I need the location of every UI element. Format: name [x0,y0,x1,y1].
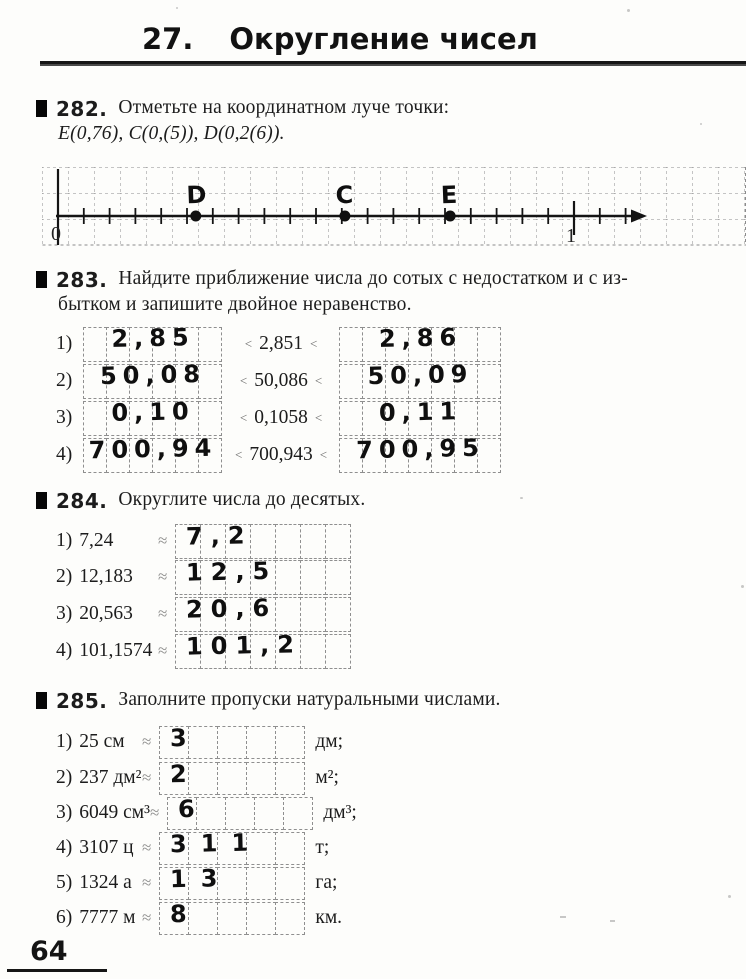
exercise-bullet-icon [36,492,47,509]
scan-speck [741,585,744,588]
origin-label: 0 [51,223,61,245]
ex285-row-1 [56,724,343,760]
less-than-sign: < [239,410,248,425]
approx-sign: ≈ [142,873,152,892]
unit-label: га; [315,872,338,893]
printed-value: 101,1574 [79,640,153,661]
handwritten-answer: 700,94 [88,433,218,464]
answer-boxes-lower [84,322,222,362]
exercise-282-header [36,97,449,121]
exercise-282-points: E(0,76), C(0,(5)), D(0,2(6)). [58,123,285,144]
printed-number [56,872,142,894]
row-label: 1) [56,333,73,354]
approx-sign: ≈ [158,641,168,660]
printed-value: 50,086 [254,370,308,391]
row-label: 3) [56,802,73,823]
handwritten-answer: 2,85 [111,322,195,353]
printed-value: 1324 а [79,872,132,893]
exercise-number: 285. [56,689,108,713]
printed-value: 20,563 [79,603,133,624]
ex283-row-3 [56,396,501,436]
printed-value: 237 дм² [79,767,142,788]
unit-label: дм; [315,731,344,752]
row-label: 5) [56,872,73,893]
page-title: Округление чисел [229,22,538,56]
scan-speck [610,920,615,922]
printed-value: 7,24 [79,530,114,551]
answer-boxes [176,593,351,632]
printed-number [56,837,142,859]
handwritten-answer: 8 [170,899,202,928]
exercise-number: 282. [56,97,108,121]
ex284-row-4 [56,629,351,669]
exercise-number: 284. [56,489,108,513]
double-inequality [222,444,340,466]
approx-sign: ≈ [158,567,168,586]
section-title-row [142,22,538,56]
answer-boxes [160,863,305,900]
answer-boxes [176,520,351,559]
row-label: 2) [56,566,73,587]
less-than-sign: < [239,373,248,388]
unit-label: км. [315,907,343,928]
less-than-sign: < [314,410,323,425]
ex284-row-2 [56,556,351,595]
approx-sign: ≈ [142,732,152,751]
row-label: 6) [56,907,73,928]
ex284-row-3 [56,593,351,632]
ex283-row-2 [56,359,501,399]
answer-boxes-upper [340,322,501,362]
scan-speck [176,7,178,9]
less-than-sign: < [234,447,243,462]
printed-value: 700,943 [249,444,313,465]
printed-number [56,907,142,929]
exercise-text: Отметьте на координатном луче точки: [118,97,450,118]
exercise-285-header [36,689,501,713]
handwritten-answer: 20,6 [186,593,278,624]
answer-boxes-lower [84,433,222,473]
less-than-sign: < [244,336,253,351]
printed-number [56,802,150,824]
exercise-283-text-line2: бытком и запишите двойное неравенство. [58,294,412,315]
printed-number [56,530,158,552]
ex285-row-4 [56,827,330,866]
printed-value: 2,851 [259,333,303,354]
scan-speck [520,497,523,499]
exercise-bullet-icon [36,692,47,709]
scan-speck [728,895,731,898]
handwritten-answer: 7,2 [186,520,254,551]
handwritten-answer: 2,86 [378,322,463,353]
approx-sign: ≈ [158,531,168,550]
point-dot-C [339,211,350,222]
point-dot-E [445,211,456,222]
exercise-284-header [36,489,365,513]
handwritten-answer: 2 [170,759,202,788]
scan-speck [627,9,630,12]
unit-label: дм³; [323,802,357,823]
ex285-row-5 [56,865,337,901]
printed-value: 12,183 [79,566,133,587]
grid-paper [42,167,746,245]
title-divider [40,61,746,66]
less-than-sign: < [319,447,328,462]
row-label: 2) [56,767,73,788]
approx-sign: ≈ [142,838,152,857]
section-number: 27. [142,22,194,56]
printed-number [56,566,158,588]
ex284-row-1 [56,520,351,559]
handwritten-answer: 3 [170,723,202,752]
printed-number [56,767,142,789]
approx-sign: ≈ [142,908,152,927]
answer-boxes [160,759,305,795]
approx-sign: ≈ [142,768,152,787]
coordinate-ray-figure [42,163,746,249]
double-inequality [222,333,340,355]
printed-value: 7777 м [79,907,136,928]
answer-boxes [160,723,305,759]
ex285-row-2 [56,760,339,796]
handwritten-answer: 0,10 [111,396,195,427]
point-label-D: D [186,180,207,210]
answer-boxes-upper [340,396,501,436]
exercise-bullet-icon [36,100,47,117]
row-label: 1) [56,731,73,752]
handwritten-answer: 0,11 [378,396,463,427]
handwritten-answer: 12,5 [186,556,278,587]
point-label-E: E [440,180,458,210]
handwritten-answer: 101,2 [186,629,303,661]
unit-label: т; [315,837,330,858]
row-label: 3) [56,407,73,428]
ex283-row-4 [56,433,501,473]
answer-boxes-upper [340,433,501,473]
point-label-C: C [335,180,354,210]
answer-boxes [176,556,351,595]
row-label: 2) [56,370,73,391]
ex285-row-6 [56,900,342,936]
exercise-283-header [36,268,628,292]
row-label: 3) [56,603,73,624]
row-label: 4) [56,444,73,465]
exercise-text: Найдите приближение числа до сотых с недостатком и с из- [118,268,628,289]
scan-speck [700,123,702,125]
point-dot-D [190,211,201,222]
answer-boxes-lower [84,396,222,436]
printed-number [56,640,158,662]
number-line [42,163,746,249]
unit-label: м²; [315,767,339,788]
printed-number [56,731,142,753]
double-inequality [222,370,340,392]
answer-boxes [176,629,351,669]
answer-boxes-upper [340,359,501,399]
page-number-underline [7,969,107,972]
row-label: 1) [56,530,73,551]
unit-label: 1 [566,225,576,247]
approx-sign: ≈ [158,604,168,623]
ex285-row-3 [56,795,357,831]
page-number: 64 [30,936,68,967]
handwritten-answer: 13 [170,863,233,893]
exercise-text: Округлите числа до десятых. [118,489,366,510]
approx-sign: ≈ [149,803,160,822]
exercise-text: Заполните пропуски натуральными числами. [118,689,501,710]
printed-value: 25 см [79,731,125,752]
less-than-sign: < [309,336,318,351]
answer-boxes [160,827,305,865]
row-label: 4) [56,640,73,661]
answer-boxes [160,899,305,935]
handwritten-answer: 50,08 [99,359,207,390]
ex283-row-1 [56,322,501,362]
handwritten-answer: 311 [170,827,263,858]
scan-speck [560,916,566,918]
less-than-sign: < [314,373,323,388]
exercise-number: 283. [56,268,108,292]
answer-boxes-lower [84,359,222,399]
handwritten-answer: 6 [178,794,210,823]
printed-number [56,603,158,625]
printed-value: 6049 см³ [79,802,150,823]
handwritten-answer: 50,09 [367,359,474,390]
printed-value: 3107 ц [79,837,134,858]
exercise-bullet-icon [36,271,47,288]
double-inequality [222,407,340,429]
row-label: 4) [56,837,73,858]
printed-value: 0,1058 [254,407,308,428]
handwritten-answer: 700,95 [355,433,486,464]
answer-boxes [168,794,313,830]
